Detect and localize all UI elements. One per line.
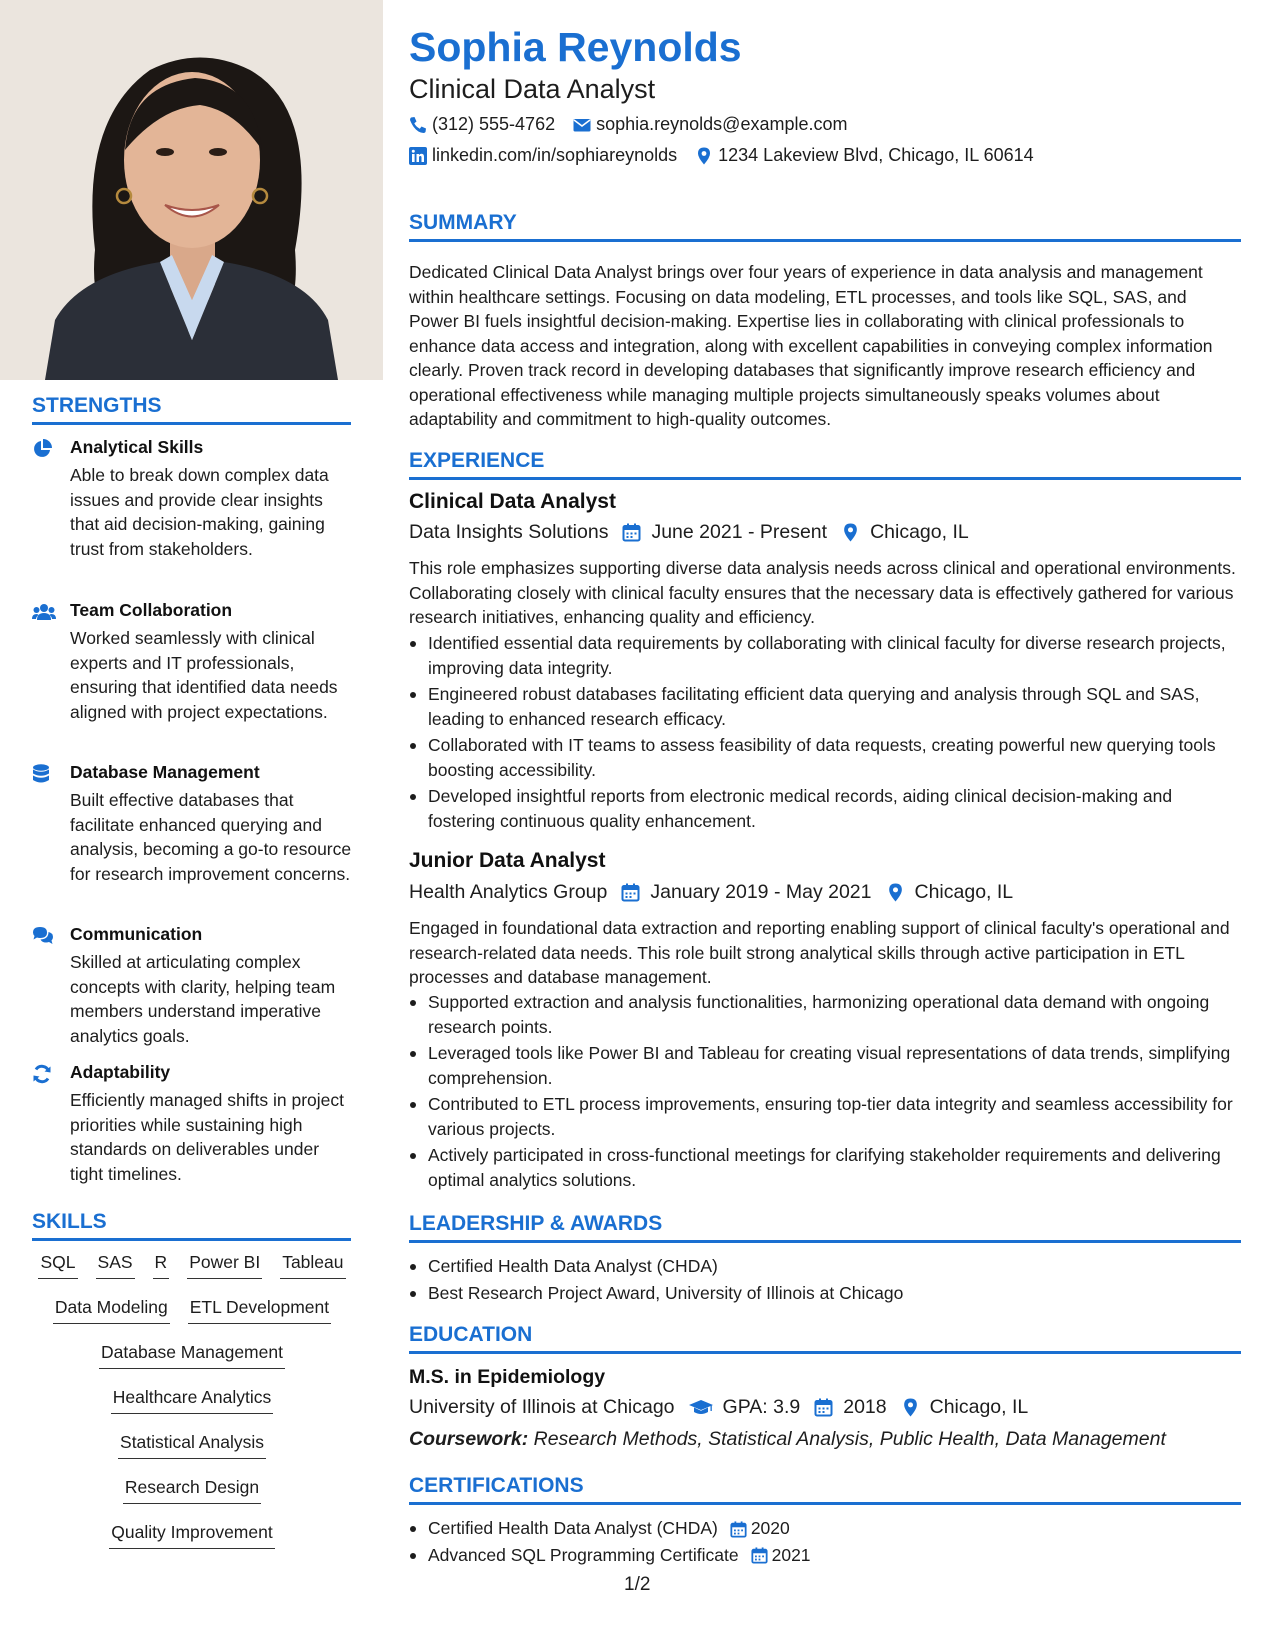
skill-tag: Statistical Analysis <box>118 1432 266 1459</box>
address: 1234 Lakeview Blvd, Chicago, IL 60614 <box>718 145 1034 165</box>
job-meta <box>409 521 969 544</box>
email-icon <box>573 116 591 134</box>
certifications-title: CERTIFICATIONS <box>409 1474 1241 1505</box>
coursework-list: Research Methods, Statistical Analysis, Public Health, Data Management <box>533 1428 1166 1450</box>
skill-tag: Quality Improvement <box>109 1522 274 1549</box>
skills-title: SKILLS <box>32 1210 351 1241</box>
database-icon <box>32 764 56 784</box>
summary-text: Dedicated Clinical Data Analyst brings over four years of experience in data analysis and management within healthcare settings. Focusing on data modeling, ETL processes, and tools like SQL, SAS, and Power BI fuels insightful decision-making. Expertise lies in collaborating with clinical professionals to enhance data access and integration, along with excellent capabilities in conveying complex information clearly. Proven track record in developing databases that significantly improve research efficiency and operational effectiveness while managing multiple projects simultaneously speaks volumes about adaptability and commitment to high-quality outcomes. <box>409 262 1213 429</box>
strength-item <box>32 924 352 1044</box>
phone-icon <box>409 116 427 134</box>
experience-title: EXPERIENCE <box>409 449 1241 480</box>
bullet-item: Identified essential data requirements by collaborating with clinical faculty for diverse research projects, improving data integrity. <box>409 631 1241 680</box>
calendar-icon <box>751 1546 768 1563</box>
location-pin-icon <box>695 147 713 165</box>
strength-item <box>32 762 352 902</box>
location-pin-icon <box>901 1398 920 1417</box>
strength-item <box>32 1062 352 1182</box>
bullet-item: Actively participated in cross-functional meetings for clarifying stakeholder requirements and delivering optimal analytics solutions. <box>409 1143 1241 1192</box>
job-bullets <box>409 990 1241 1194</box>
graduation-cap-icon <box>689 1398 713 1417</box>
strength-title: Database Management <box>70 762 260 782</box>
company-name: Data Insights Solutions <box>409 521 609 543</box>
skill-row <box>32 1432 352 1477</box>
location-pin-icon <box>841 523 860 542</box>
contact-row <box>409 145 1034 166</box>
bullet-item: Leveraged tools like Power BI and Tableau for creating visual representations of data trends, simplifying comprehension. <box>409 1041 1241 1090</box>
degree-title: M.S. in Epidemiology <box>409 1366 606 1388</box>
certification-name: Advanced SQL Programming Certificate <box>428 1544 739 1565</box>
skill-row <box>32 1252 352 1297</box>
phone-number[interactable]: (312) 555-4762 <box>432 114 556 134</box>
strength-title: Analytical Skills <box>70 437 204 457</box>
strength-title: Team Collaboration <box>70 600 233 620</box>
graduation-year: 2018 <box>843 1396 887 1418</box>
strength-title: Adaptability <box>70 1062 171 1082</box>
skill-tag: R <box>153 1252 170 1279</box>
strength-item <box>32 437 352 557</box>
strength-title: Communication <box>70 924 203 944</box>
linkedin-icon <box>409 147 427 165</box>
leadership-list <box>409 1254 1241 1307</box>
strength-description: Skilled at articulating complex concepts with clarity, helping team members understand imperative analytics goals. <box>70 952 336 1046</box>
skill-row <box>32 1477 352 1522</box>
certification-item <box>409 1516 1241 1541</box>
skills-list <box>32 1252 352 1567</box>
strength-item <box>32 600 352 740</box>
bullet-item: Certified Health Data Analyst (CHDA) <box>409 1254 1241 1279</box>
job-description: This role emphasizes supporting diverse data analysis needs across clinical and operational environments. Collaborating closely with clinical faculty ensures that the necessary data is effectively gathered for various research initiatives, enhancing quality and efficiency. <box>409 558 1236 627</box>
location-pin-icon <box>886 883 905 902</box>
certification-item <box>409 1543 1241 1568</box>
job-bullets <box>409 631 1241 835</box>
education-location: Chicago, IL <box>929 1396 1029 1418</box>
leadership-title: LEADERSHIP & AWARDS <box>409 1212 1241 1243</box>
summary-title: SUMMARY <box>409 211 1241 242</box>
bullet-item: Engineered robust databases facilitating efficient data querying and analysis through SQL and SAS, leading to enhanced research efficacy. <box>409 682 1241 731</box>
page-number: 1/2 <box>624 1574 651 1595</box>
bullet-item: Contributed to ETL process improvements, ensuring top-tier data integrity and seamless accessibility for various projects. <box>409 1092 1241 1141</box>
bullet-item: Supported extraction and analysis functionalities, harmonizing operational data demand with ongoing research points. <box>409 990 1241 1039</box>
calendar-icon <box>730 1520 747 1537</box>
bullet-item: Developed insightful reports from electronic medical records, aiding clinical decision-making and fostering continuous quality enhancement. <box>409 784 1241 833</box>
certification-name: Certified Health Data Analyst (CHDA) <box>428 1518 718 1538</box>
profile-photo <box>0 0 383 380</box>
skill-tag: SAS <box>96 1252 135 1279</box>
job-meta <box>409 881 1013 904</box>
skill-row <box>32 1342 352 1387</box>
skill-tag: Database Management <box>99 1342 285 1369</box>
pie-chart-icon <box>32 439 56 459</box>
calendar-icon <box>622 523 641 542</box>
strength-description: Able to break down complex data issues and provide clear insights that aid decision-making, gaining trust from stakeholders. <box>70 465 329 559</box>
bullet-item: Best Research Project Award, University of Illinois at Chicago <box>409 1281 1241 1306</box>
candidate-name: Sophia Reynolds <box>409 24 742 70</box>
skill-row <box>32 1522 352 1567</box>
school-name: University of Illinois at Chicago <box>409 1396 675 1418</box>
job-title: Clinical Data Analyst <box>409 490 616 513</box>
linkedin-link[interactable]: linkedin.com/in/sophiareynolds <box>432 145 678 165</box>
education-meta <box>409 1396 1028 1419</box>
candidate-role: Clinical Data Analyst <box>409 74 656 104</box>
skill-tag: Research Design <box>123 1477 261 1504</box>
strength-description: Worked seamlessly with clinical experts and IT professionals, ensuring that identified data needs aligned with project expectations. <box>70 628 338 722</box>
company-name: Health Analytics Group <box>409 881 608 903</box>
contact-row <box>409 114 848 135</box>
job-dates: June 2021 - Present <box>651 521 828 543</box>
certification-year: 2021 <box>771 1544 811 1565</box>
skill-tag: Data Modeling <box>53 1297 170 1324</box>
gpa: GPA: 3.9 <box>722 1396 801 1418</box>
education-title: EDUCATION <box>409 1323 1241 1354</box>
job-location: Chicago, IL <box>870 521 969 543</box>
email-link[interactable]: sophia.reynolds@example.com <box>596 114 848 134</box>
comments-icon <box>32 926 56 946</box>
calendar-icon <box>621 883 640 902</box>
skill-tag: Tableau <box>280 1252 345 1279</box>
certification-year: 2020 <box>750 1518 790 1538</box>
bullet-item: Collaborated with IT teams to assess feasibility of data requests, creating powerful new querying tools boosting accessibility. <box>409 733 1241 782</box>
certifications-list <box>409 1516 1241 1569</box>
skill-row <box>32 1387 352 1432</box>
skill-tag: Power BI <box>187 1252 262 1279</box>
skill-tag: SQL <box>38 1252 77 1279</box>
calendar-icon <box>814 1398 833 1417</box>
job-location: Chicago, IL <box>914 881 1014 903</box>
strength-description: Efficiently managed shifts in project priorities while sustaining high standards on deliverables under tight timelines. <box>70 1090 344 1184</box>
skill-row <box>32 1297 352 1342</box>
coursework-label: Coursework: <box>409 1428 529 1450</box>
job-title: Junior Data Analyst <box>409 849 606 872</box>
strengths-title: STRENGTHS <box>32 394 351 425</box>
skill-tag: Healthcare Analytics <box>111 1387 274 1414</box>
skill-tag: ETL Development <box>188 1297 331 1324</box>
job-dates: January 2019 - May 2021 <box>650 881 872 903</box>
coursework <box>409 1428 1166 1451</box>
strength-description: Built effective databases that facilitate enhanced querying and analysis, becoming a go-to resource for research improvement concerns. <box>70 790 352 884</box>
sidebar <box>0 0 383 1650</box>
sync-icon <box>32 1064 56 1084</box>
users-icon <box>32 602 56 622</box>
job-description: Engaged in foundational data extraction and reporting enabling support of clinical faculty's operational and research-related data needs. This role built strong analytical skills through active participation in ETL processes and database management. <box>409 918 1230 987</box>
